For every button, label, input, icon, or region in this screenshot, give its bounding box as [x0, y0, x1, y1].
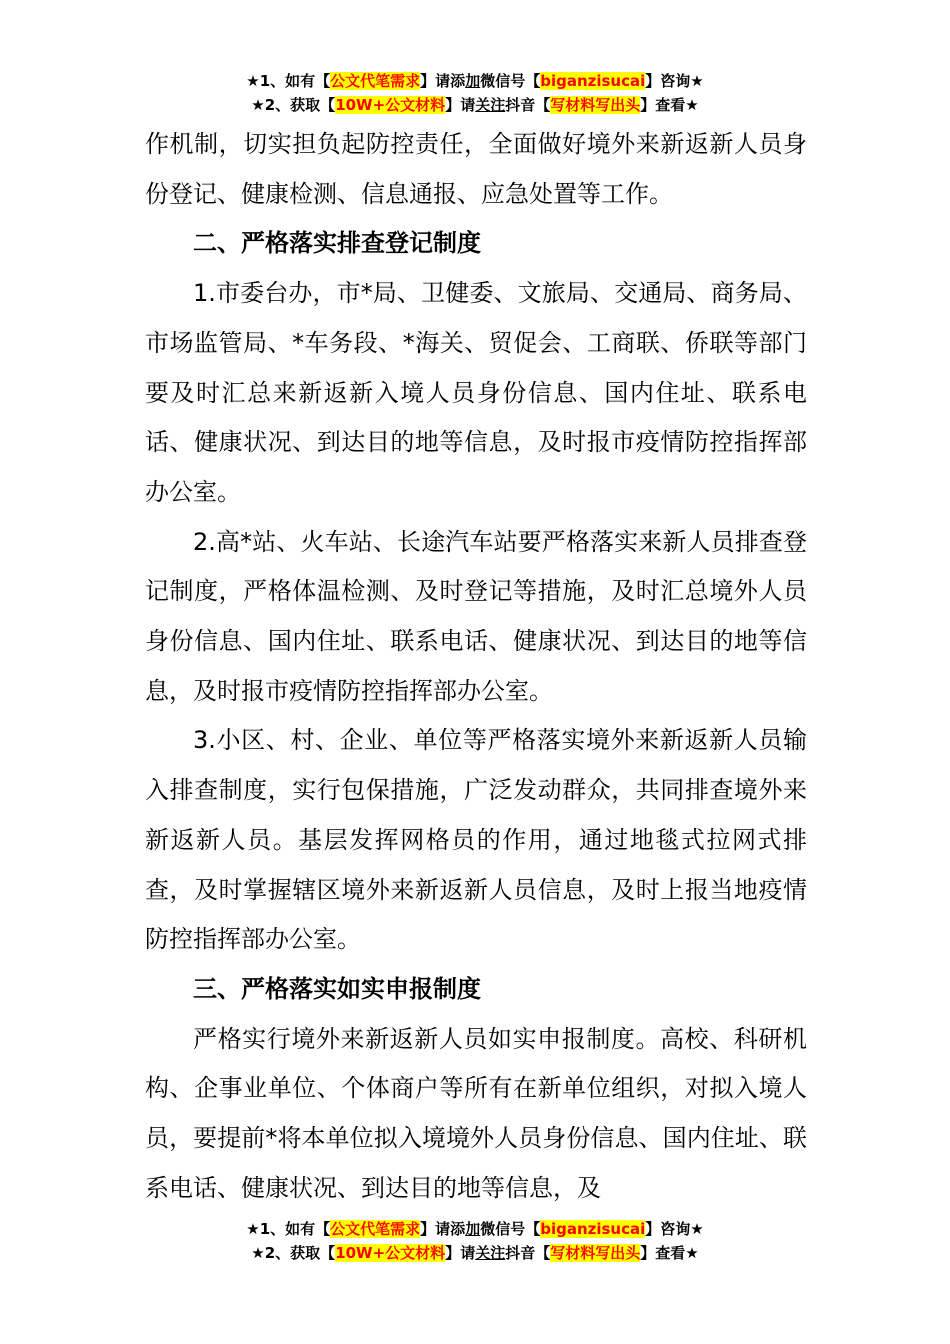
banner-highlight: 公文代笔需求: [330, 72, 421, 90]
banner-line-1: [0, 1218, 950, 1242]
banner-text: 微信号【: [480, 72, 541, 90]
banner-underline: 关注: [475, 1244, 506, 1262]
banner-text: ★2、获取【: [251, 96, 336, 114]
banner-text: ★1、如有【: [246, 1220, 331, 1238]
banner-underline: 关注: [475, 96, 506, 114]
footer-banner: [0, 1218, 950, 1266]
banner-highlight: biganzisucai: [540, 1220, 646, 1238]
banner-text: ★1、如有【: [246, 72, 331, 90]
banner-line-1: [0, 70, 950, 94]
banner-highlight: 写材料写出头: [550, 96, 641, 114]
banner-text: ★2、获取【: [251, 1244, 336, 1262]
banner-text: 微信号【: [480, 1220, 541, 1238]
banner-highlight: biganzisucai: [540, 72, 646, 90]
paragraph-continuation: 作机制，切实担负起防控责任，全面做好境外来新返新人员身份登记、健康检测、信息通报、应急处置等工作。: [145, 130, 807, 208]
banner-highlight: 10W+公文材料: [335, 1244, 446, 1262]
banner-highlight: 公文代笔需求: [330, 1220, 421, 1238]
banner-text: 】请: [445, 96, 476, 114]
banner-text: 抖音【: [505, 96, 551, 114]
banner-text: 】查看★: [640, 1244, 699, 1262]
banner-underline: 加: [465, 72, 481, 90]
banner-text: 抖音【: [505, 1244, 551, 1262]
banner-line-2: [0, 94, 950, 118]
paragraph-item-1: 1.市委台办，市*局、卫健委、文旅局、交通局、商务局、市场监管局、*车务段、*海关、贸促会、工商联、侨联等部门要及时汇总来新返新入境人员身份信息、国内住址、联系电话、健康状况、到达目的地等信息，及时报市疫情防控指挥部办公室。: [145, 279, 807, 506]
banner-text: 】咨询★: [645, 72, 704, 90]
banner-line-2: [0, 1242, 950, 1266]
header-banner: [0, 70, 950, 118]
section-heading-3: 三、严格落实如实申报制度: [193, 974, 481, 1003]
banner-text: 】咨询★: [645, 1220, 704, 1238]
banner-highlight: 写材料写出头: [550, 1244, 641, 1262]
document-body: [145, 120, 807, 1213]
paragraph-item-3: 3.小区、村、企业、单位等严格落实境外来新返新人员输入排查制度，实行包保措施，广泛发动群众，共同排查境外来新返新人员。基层发挥网格员的作用，通过地毯式拉网式排查，及时掌握辖区境外来新返新人员信息，及时上报当地疫情防控指挥部办公室。: [145, 726, 807, 954]
section-heading-2: 二、严格落实排查登记制度: [193, 229, 481, 258]
banner-text: 】请添: [420, 72, 466, 90]
banner-highlight: 10W+公文材料: [335, 96, 446, 114]
banner-underline: 加: [465, 1220, 481, 1238]
banner-text: 】请: [445, 1244, 476, 1262]
banner-text: 】查看★: [640, 96, 699, 114]
banner-text: 】请添: [420, 1220, 466, 1238]
paragraph-item-2: 2.高*站、火车站、长途汽车站要严格落实来新人员排查登记制度，严格体温检测、及时登记等措施，及时汇总境外人员身份信息、国内住址、联系电话、健康状况、到达目的地等信息，及时报市疫情防控指挥部办公室。: [145, 527, 807, 705]
paragraph-declaration: 严格实行境外来新返新人员如实申报制度。高校、科研机构、企事业单位、个体商户等所有在新单位组织，对拟入境人员，要提前*将本单位拟入境境外人员身份信息、国内住址、联系电话、健康状况、到达目的地等信息，及: [145, 1024, 807, 1202]
